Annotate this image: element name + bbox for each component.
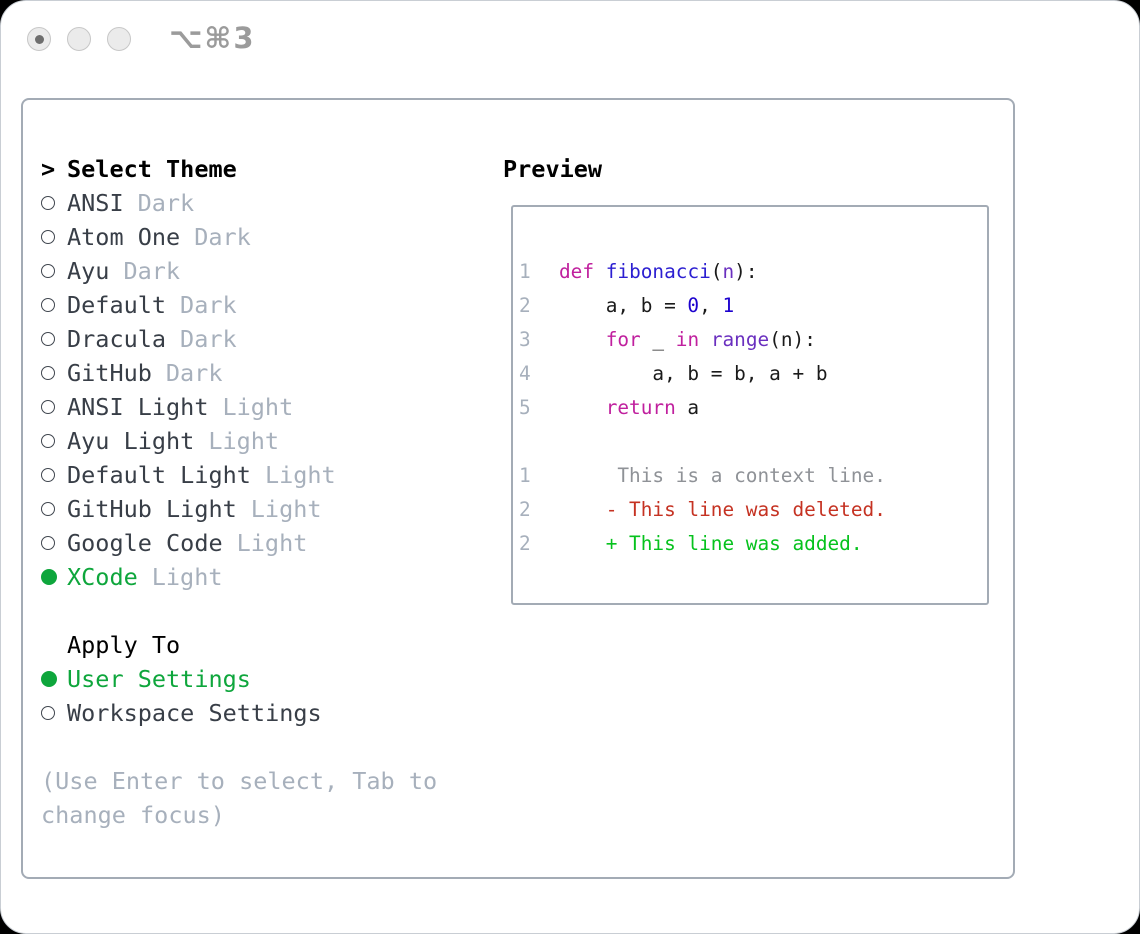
theme-item-github-light-light[interactable] <box>41 492 481 526</box>
item-label: ANSI <box>67 189 124 217</box>
theme-item-default-light-light[interactable] <box>41 458 481 492</box>
item-variant-tag: Light <box>264 461 336 489</box>
line-number: 5 <box>519 396 531 419</box>
radio-icon <box>41 400 67 414</box>
radio-icon <box>41 264 67 278</box>
item-label: Default Light <box>67 461 251 489</box>
radio-icon <box>41 536 67 550</box>
item-label: GitHub Light <box>67 495 237 523</box>
theme-item-google-code-light[interactable] <box>41 526 481 560</box>
line-number <box>519 425 531 459</box>
line-number: 2 <box>519 532 531 555</box>
radio-icon <box>41 196 67 210</box>
item-variant-tag: Dark <box>137 189 195 217</box>
window-shortcut-label: ⌥⌘3 <box>169 21 256 55</box>
theme-item-dracula-dark[interactable] <box>41 322 481 356</box>
item-variant-tag: Light <box>151 563 223 591</box>
code-line <box>519 459 981 493</box>
theme-item-github-dark[interactable] <box>41 356 481 390</box>
hint-line-2: change focus) <box>41 801 225 829</box>
apply-to-header <box>41 628 481 662</box>
code-text: + This line was added. <box>559 532 863 555</box>
line-number: 1 <box>519 464 531 487</box>
item-variant-tag: Light <box>208 427 280 455</box>
line-number: 1 <box>519 260 531 283</box>
theme-item-ayu-dark[interactable] <box>41 254 481 288</box>
titlebar <box>1 1 1139 77</box>
item-label: XCode <box>67 563 138 591</box>
item-variant-tag: Dark <box>194 223 251 251</box>
item-variant-tag: Light <box>236 529 308 557</box>
code-text: def fibonacci(n): <box>559 260 758 283</box>
line-number: 3 <box>519 328 531 351</box>
theme-picker-panel <box>21 98 1015 879</box>
code-line <box>519 425 981 459</box>
apply-option-user-settings[interactable] <box>41 662 481 696</box>
item-label: Ayu <box>67 257 110 285</box>
item-variant-tag: Light <box>222 393 294 421</box>
code-line <box>519 323 981 357</box>
preview-title: Preview <box>503 155 603 183</box>
apply-to-title: Apply To <box>67 631 181 659</box>
item-label: User Settings <box>67 665 251 693</box>
radio-icon <box>41 298 67 312</box>
theme-item-ansi-light-light[interactable] <box>41 390 481 424</box>
apply-options <box>41 662 481 730</box>
line-number: 2 <box>519 294 531 317</box>
code-line <box>519 357 981 391</box>
spacer <box>41 594 481 628</box>
select-theme-title: Select Theme <box>67 155 237 183</box>
theme-item-atom-one-dark[interactable] <box>41 220 481 254</box>
line-number: 4 <box>519 362 531 385</box>
item-label: Google Code <box>67 529 223 557</box>
radio-icon <box>41 230 67 244</box>
radio-icon <box>41 434 67 448</box>
preview-box <box>511 205 989 605</box>
item-variant-tag: Dark <box>180 325 237 353</box>
item-label: Workspace Settings <box>67 699 322 727</box>
item-variant-tag: Light <box>250 495 322 523</box>
radio-icon <box>41 366 67 380</box>
selected-radio-icon <box>41 569 67 585</box>
code-line <box>519 289 981 323</box>
item-label: GitHub <box>67 359 152 387</box>
code-text: for _ in range(n): <box>605 328 816 351</box>
item-variant-tag: Dark <box>123 257 181 285</box>
code-line <box>519 391 981 425</box>
line-number: 2 <box>519 498 531 521</box>
item-label: Dracula <box>67 325 167 353</box>
code-line <box>519 527 981 561</box>
theme-item-ayu-light-light[interactable] <box>41 424 481 458</box>
preview-code <box>519 255 981 561</box>
theme-item-xcode-light[interactable] <box>41 560 481 594</box>
apply-option-workspace-settings[interactable] <box>41 696 481 730</box>
code-line <box>519 493 981 527</box>
item-variant-tag: Dark <box>180 291 237 319</box>
code-text: a, b = b, a + b <box>559 362 828 385</box>
zoom-button[interactable] <box>107 27 131 51</box>
prompt-caret-icon: > <box>41 155 56 183</box>
item-label: ANSI Light <box>67 393 209 421</box>
theme-item-default-dark[interactable] <box>41 288 481 322</box>
hint-line-1: (Use Enter to select, Tab to <box>41 767 438 795</box>
theme-list <box>41 186 481 594</box>
close-button[interactable] <box>27 27 51 51</box>
radio-icon <box>41 502 67 516</box>
item-label: Default <box>67 291 167 319</box>
item-variant-tag: Dark <box>165 359 223 387</box>
code-text: - This line was deleted. <box>559 498 886 521</box>
item-label: Atom One <box>67 223 181 251</box>
spacer <box>41 730 481 764</box>
selected-radio-icon <box>41 671 67 687</box>
minimize-button[interactable] <box>67 27 91 51</box>
item-label: Ayu Light <box>67 427 195 455</box>
focus-dot-icon <box>35 35 44 44</box>
code-text: a, b = 0, 1 <box>559 294 735 317</box>
theme-item-ansi-dark[interactable] <box>41 186 481 220</box>
radio-icon <box>41 468 67 482</box>
radio-icon <box>41 706 67 720</box>
radio-icon <box>41 332 67 346</box>
code-line <box>519 255 981 289</box>
code-text: return a <box>605 396 700 419</box>
code-text: This is a context line. <box>559 464 886 487</box>
theme-selector-column <box>41 152 481 832</box>
select-theme-header <box>41 152 481 186</box>
